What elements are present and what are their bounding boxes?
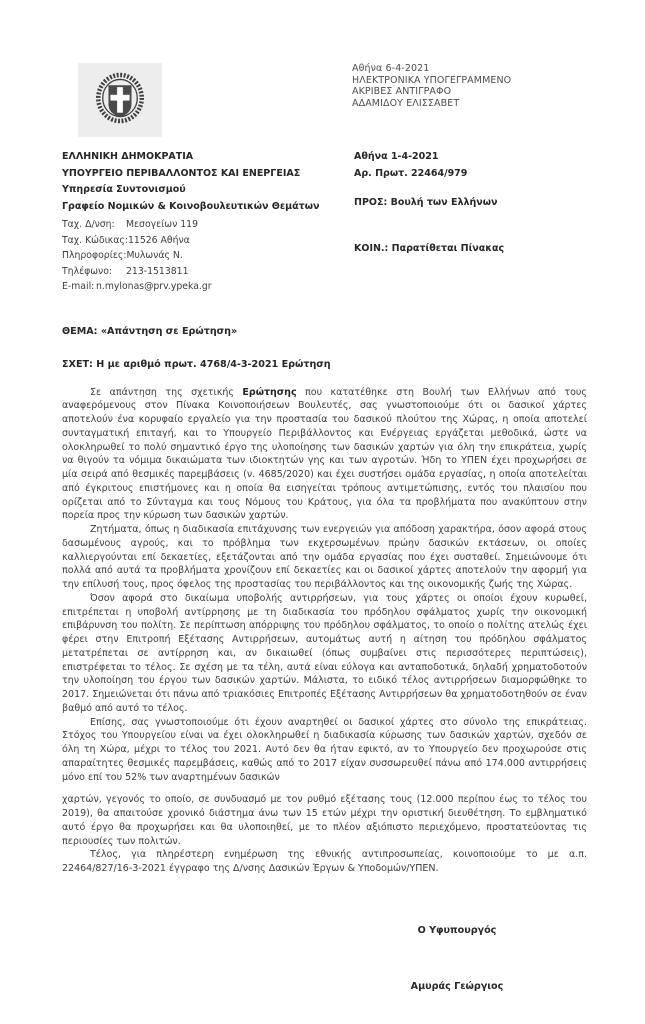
body-paragraph-5: Τέλος, για πληρέστερη ενημέρωση της εθνικής αντιπροσωπείας, κοινοποιούμε το με α.π. 22464/827/16-3-2021 έγγραφο της Δ/νσης Δασικών Έργων & Υποδομών/ΥΠΕΝ.: [62, 849, 587, 874]
letter-body: [62, 386, 587, 876]
cc-line: ΚΟΙΝ.: Παρατίθεται Πίνακας: [354, 242, 505, 254]
paragraph-text: που κατατέθηκε στη Βουλή των Ελλήνων από τους αναφερόμενους στον Πίνακα Κοινοποιήσεων Βουλευτές, σας γνωστοποιούμε ότι οι δασικοί χάρτες αποτελούν ένα κορυφαίο εργαλείο για την προστασία του δασικού πλούτου της Χώρας, η οποία αποτελεί συνταγματική επιταγή, και το Υπουργείο Περιβάλλοντος και Ενέργειας εργάζεται μεθοδικά, ώστε να ολοκληρωθεί το πολύ σημαντικό έργο της υλοποίησης των δασικών χαρτών για όλη την επικράτεια, χωρίς να θιγούν τα νόμιμα δικαιώματα των ιδιοκτητών γης και των αγροτών. Ήδη το ΥΠΕΝ έχει προχωρήσει σε μία σειρά από θεσμικές παρεμβάσεις (ν. 4685/2020) και έχει συστήσει ομάδα εργασίας, η οποία αποτελείται από έγκριτους επιστήμονες και η οποία θα εισηγείται τρόπους αντιμετώπισης, εντός του πλαισίου που ορίζεται από το Σύνταγμα και τους Νόμους του Κράτους, για όλα τα προβλήματα που ανακύπτουν στην πορεία προς την κύρωση των δασικών χαρτών.: [62, 386, 587, 522]
paragraph-text: Σε απάντηση της σχετικής: [90, 386, 243, 398]
contact-value: 11526 Αθήνα: [128, 234, 190, 246]
reference-line: ΣΧΕΤ: Η με αριθμό πρωτ. 4768/4-3-2021 Ερώτηση: [62, 358, 331, 370]
top-zone: [62, 63, 587, 137]
org-line-office: Γραφείο Νομικών & Κοινοβουλευτικών Θεμάτων: [62, 200, 320, 212]
certification-line: ΗΛΕΚΤΡΟΝΙΚΑ ΥΠΟΓΕΓΡΑΜΜΕΝΟ: [352, 74, 512, 86]
recipient-block: [354, 149, 504, 295]
greek-coat-of-arms-logo: [78, 63, 162, 137]
signatory-name: Αμυράς Γεώργιος: [410, 980, 504, 992]
coat-of-arms-icon: [88, 67, 152, 133]
signature-block: [362, 925, 552, 992]
addressee-line: ΠΡΟΣ: Βουλή των Ελλήνων: [354, 197, 498, 208]
org-line-service: Υπηρεσία Συντονισμού: [62, 184, 186, 195]
protocol-number: Αρ. Πρωτ. 22464/979: [354, 167, 468, 179]
body-paragraph-2: Ζητήματα, όπως η διαδικασία επιτάχυνσης των ενεργειών για απόδοση χαρακτήρα, όσον αφορά στους δασωμένους αγρούς, και το πρόβλημα των εκχερσωμένων πρώην δασικών εκτάσεων, οι οποίες καλλιεργούνται επί δεκαετίες, εξετάζονται από την ομάδα εργασίας που έχει συσταθεί. Σημειώνουμε ότι πολλά από αυτά τα προβλήματα χρονίζουν επί δεκαετίες και οι δασικοί χάρτες αποτελούν την αφορμή για την επίλυσή τους, προς όφελος της προστασίας του περιβάλλοντος και της οικονομικής ζωής της Χώρας.: [62, 524, 587, 590]
contact-label: Πληροφορίες:: [62, 250, 127, 261]
sender-block: [62, 149, 354, 295]
contact-row-address: [62, 217, 354, 233]
email-address: n.mylonas@prv.ypeka.gr: [96, 281, 212, 292]
contact-row-information: [62, 248, 354, 264]
contact-row-email: [62, 279, 354, 295]
contact-details: [62, 217, 354, 295]
contact-row-phone: [62, 264, 354, 280]
org-line-ministry: ΥΠΟΥΡΓΕΙΟ ΠΕΡΙΒΑΛΛΟΝΤΟΣ ΚΑΙ ΕΝΕΡΓΕΙΑΣ: [62, 167, 301, 179]
body-paragraph-3: Όσον αφορά στο δικαίωμα υποβολής αντιρρήσεων, για τους χάρτες οι οποίοι έχουν κυρωθεί, επιτρέπεται η υποβολή αντίρρησης με τη διαδικασία του πρόδηλου σφάλματος χωρίς την οικονομική επιβάρυνση του πολίτη. Σε περίπτωση απόρριψης του πρόδηλου σφάλματος, το οποίο ο πολίτης ατελώς έχει φέρει στην Επιτροπή Εξέτασης Αντιρρήσεων, αυτομάτως αυτή η αίτηση του πρόδηλου σφάλματος μετατρέπεται σε αντίρρηση και, αν δικαιωθεί (όπως συμβαίνει στις περισσότερες περιπτώσεις), επιστρέφεται το τέλος. Σε σχέση με τα τέλη, αυτά είναι εύλογα και ανταποδοτικά, δηλαδή χρηματοδοτούν την υλοποίηση του έργου των δασικών χαρτών. Μάλιστα, το ειδικό τέλος αντιρρήσεων διαμορφώθηκε το 2017. Σημειώνεται ότι πάνω από τριακόσιες Επιτροπές Εξέτασης Αντιρρήσεων θα χρηματοδοτηθούν σε έναν βαθμό από αυτό το τέλος.: [62, 592, 587, 714]
certification-block: [352, 63, 511, 109]
contact-value: Μυλωνάς Ν.: [126, 250, 183, 261]
contact-value: Μεσογείων 119: [126, 219, 198, 230]
signatory-title: Ο Υφυπουργός: [417, 924, 497, 936]
contact-value: 213-1513811: [126, 265, 189, 277]
certification-date: Αθήνα 6-4-2021: [352, 63, 430, 74]
city-date: Αθήνα 1-4-2021: [354, 151, 439, 162]
contact-label: E-mail:: [62, 281, 95, 292]
body-paragraph-4-continued: χαρτών, γεγονός το οποίο, σε συνδυασμό με τον ρυθμό εξέτασης τους (12.000 περίπου έως το τέλος του 2019), θα απαιτούσε χρονικό διάστημα άνω των 15 ετών μέχρι την οριστική διευθέτηση. Το εμβληματικό αυτό έργο θα προχωρήσει και θα υλοποιηθεί, με το πλέον αξιόπιστο περιεχόμενο, προστατεύοντας τις περιουσίες των πολιτών.: [62, 794, 587, 847]
contact-label: Ταχ. Δ/νση:: [62, 219, 115, 230]
contact-row-postcode: [62, 233, 354, 249]
body-paragraph-1: [62, 386, 587, 524]
contact-label: Τηλέφωνο:: [62, 265, 113, 277]
org-line-republic: ΕΛΛΗΝΙΚΗ ΔΗΜΟΚΡΑΤΙΑ: [62, 151, 194, 162]
certification-line: ΑΚΡΙΒΕΣ ΑΝΤΙΓΡΑΦΟ: [352, 86, 452, 97]
bold-word-erotisis: Ερώτησης: [242, 386, 297, 398]
letter-header: [62, 149, 587, 295]
subject-line: ΘΕΜΑ: «Απάντηση σε Ερώτηση»: [62, 325, 238, 337]
contact-label: Ταχ. Κώδικας:: [62, 234, 128, 246]
body-paragraph-4: Επίσης, σας γνωστοποιούμε ότι έχουν αναρτηθεί οι δασικοί χάρτες στο σύνολο της επικράτειας. Στόχος του Υπουργείου είναι να έχει ολοκληρωθεί η διαδικασία κύρωσης των δασικών χαρτών, σχεδόν σε όλη τη Χώρα, μέχρι το τέλος του 2021. Αυτό δεν θα ήταν εφικτό, αν το Υπουργείο δεν προχωρούσε στις απαραίτητες θεσμικές παρεμβάσεις, καθώς από το 2017 είχαν συσσωρευθεί πάνω από 174.000 αντιρρήσεις μόνο επί του 52% των αναρτημένων δασικών: [62, 716, 587, 783]
certification-signer: ΑΔΑΜΙΔΟΥ ΕΛΙΣΣΑΒΕΤ: [352, 97, 460, 109]
